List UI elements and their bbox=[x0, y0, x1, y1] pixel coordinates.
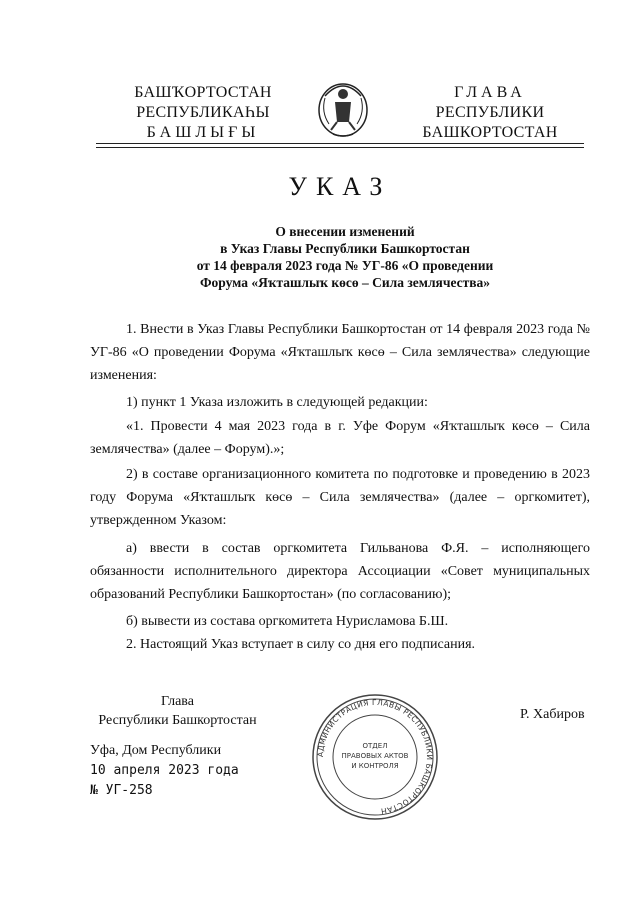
header-right-line-3: БАШКОРТОСТАН bbox=[422, 124, 558, 141]
body-paragraph-1: 1. Внести в Указ Главы Республики Башкортостан от 14 февраля 2023 года № УГ-86 «О проведении Форума «Яҡташлыҡ көсө – Сила землячества» следующие изменения: bbox=[90, 322, 590, 383]
header-left-line-2: РЕСПУБЛИКАҺЫ bbox=[136, 104, 270, 121]
header-right-line-1: ГЛАВА bbox=[454, 84, 526, 101]
decree-number: № УГ-258 bbox=[90, 783, 153, 798]
subject-line-3: от 14 февраля 2023 года № УГ-86 «О проведении bbox=[196, 258, 494, 273]
document-subject bbox=[90, 223, 600, 291]
stamp-center-line-1: ОТДЕЛ bbox=[362, 742, 388, 750]
body-paragraph-3: «1. Провести 4 мая 2023 года в г. Уфе Форум «Яҡташлыҡ көсө – Сила землячества» (далее – Форум).»; bbox=[90, 419, 590, 457]
header-divider-secondary bbox=[96, 147, 584, 148]
body-paragraph-2: 1) пункт 1 Указа изложить в следующей редакции: bbox=[126, 395, 428, 410]
subject-line-1: О внесении изменений bbox=[275, 224, 415, 239]
stamp-center-line-3: И КОНТРОЛЯ bbox=[351, 762, 399, 770]
subject-line-4: Форума «Яҡташлыҡ көсө – Сила землячества» bbox=[199, 275, 491, 290]
signature-name: Р. Хабиров bbox=[520, 707, 585, 722]
stamp-center-line-2: ПРАВОВЫХ АКТОВ bbox=[341, 752, 409, 760]
header-right bbox=[405, 83, 575, 143]
signature-title-line-1: Глава bbox=[161, 694, 194, 709]
header-left bbox=[118, 83, 288, 143]
issue-place: Уфа, Дом Республики bbox=[90, 743, 222, 758]
header-divider bbox=[96, 143, 584, 144]
stamp-ring-textpath: АДМИНИСТРАЦИЯ ГЛАВЫ РЕСПУБЛИКИ БАШКОРТОСТАН bbox=[315, 697, 435, 816]
body-paragraph-5: а) ввести в состав оргкомитета Гильванова Ф.Я. – исполняющего обязанности исполнительного директора Ассоциации «Совет муниципальных образований Республики Башкортостан» (по согласованию); bbox=[90, 541, 590, 602]
signature-title bbox=[90, 692, 265, 730]
header-left-line-3: БАШЛЫҒЫ bbox=[146, 124, 260, 141]
subject-line-2: в Указ Главы Республики Башкортостан bbox=[220, 241, 470, 256]
official-stamp-icon bbox=[310, 692, 440, 822]
body-paragraph-4: 2) в составе организационного комитета по подготовке и проведению в 2023 году Форума «Яҡташлыҡ көсө – Сила землячества» (далее – оргкомитет), утвержденном Указом: bbox=[90, 467, 590, 528]
header-left-line-1: БАШҠОРТОСТАН bbox=[134, 84, 272, 101]
coat-of-arms-icon bbox=[311, 74, 375, 140]
issue-date: 10 апреля 2023 года bbox=[90, 763, 239, 778]
body-paragraph-6: б) вывести из состава оргкомитета Нурисламова Б.Ш. bbox=[126, 614, 449, 629]
signature-title-line-2: Республики Башкортостан bbox=[98, 713, 257, 728]
document-title: УКАЗ bbox=[288, 172, 392, 201]
body-paragraph-7: 2. Настоящий Указ вступает в силу со дня его подписания. bbox=[126, 637, 476, 652]
header-right-line-2: РЕСПУБЛИКИ bbox=[435, 104, 545, 121]
